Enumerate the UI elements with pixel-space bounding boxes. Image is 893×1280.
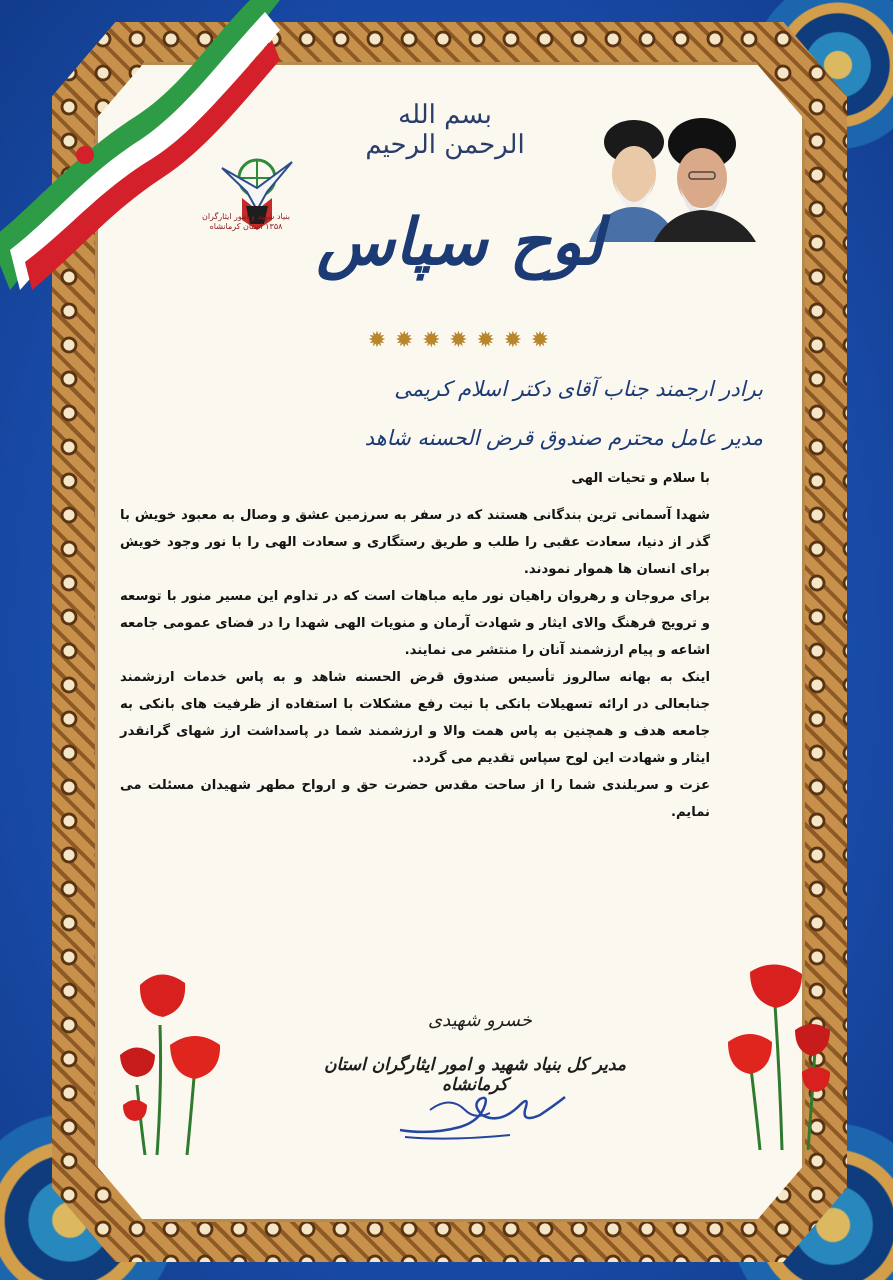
body-paragraph: عزت و سربلندی شما را از ساحت مقدس حضرت حق و ارواح مطهر شهیدان مسئلت می نمایم.	[120, 778, 710, 820]
page-title: لوح سپاس	[316, 205, 604, 280]
star-icon: ✹	[422, 328, 441, 353]
star-icon: ✹	[367, 328, 387, 353]
tulip-flowers-icon	[720, 960, 840, 1150]
certificate-body	[120, 470, 710, 826]
tulip-flowers-icon	[115, 965, 235, 1155]
star-icon: ✹	[476, 328, 495, 353]
body-paragraph: اینک به بهانه سالروز تأسیس صندوق قرض الحسنه شاهد و به پاس خدمات ارزشمند جنابعالی در ارائه تسهیلات بانکی با نیت رفع مشکلات با استفاده از ظرفیت های بانکی به جامعه هدف و همچنین به پاس همت والا و ارزشمند شما در پاسداشت ارز شهای گرانقدر ایثار و شهادت این لوح سپاس تقدیم می گردد.	[120, 670, 710, 766]
greeting: با سلام و تحیات الهی	[571, 471, 710, 486]
decorative-stars	[366, 330, 551, 358]
star-icon: ✹	[503, 328, 522, 353]
signatory-name: خسرو شهیدی	[428, 1010, 532, 1031]
foundation-logo-icon	[212, 150, 302, 260]
star-icon: ✹	[449, 328, 468, 353]
star-icon: ✹	[530, 328, 550, 353]
signatory-title: مدیر کل بنیاد شهید و امور ایثارگران استان کرمانشاه	[324, 1055, 626, 1095]
recipient-position: مدیر عامل محترم صندوق قرض الحسنه شاهد	[364, 426, 763, 450]
logo-caption: بنیاد شهید و امور ایثارگران ۱۳۵۸ استان کرمانشاه	[201, 212, 291, 231]
recipient-name: برادر ارجمند جناب آقای دکتر اسلام کریمی	[394, 377, 763, 401]
body-paragraph: برای مروجان و رهروان راهیان نور مایه مباهات است که در تداوم این مسیر منور با توسعه و ترویج فرهنگ والای ایثار و شهادت آرمان و منویات الهی شهدا را در فضای عمومی جامعه اشاعه و پیام ارزشمند آنان را منتشر می نمایند.	[120, 589, 710, 658]
body-paragraph: شهدا آسمانی ترین بندگانی هستند که در سفر به سرزمین عشق و وصال به معبود خویش با گذر از دنیا، سعادت عقبی را طلب و طریق رستگاری و سعادت الهی را با نور وجود خویش برای انسان ها هموار نمودند.	[120, 508, 710, 577]
handwritten-signature-icon	[390, 1075, 580, 1145]
star-icon: ✹	[394, 328, 414, 353]
basmala-calligraphy: بسم الله الرحمن الرحیم	[365, 100, 525, 160]
